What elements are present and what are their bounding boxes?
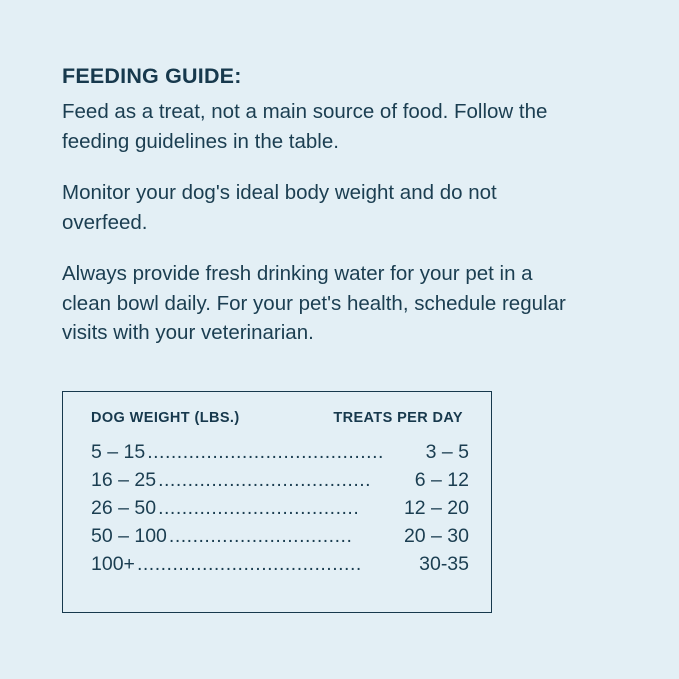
row-weight: 26 – 50 (91, 497, 157, 519)
row-weight: 5 – 15 (91, 441, 146, 463)
feeding-table (62, 391, 492, 613)
row-leader-dots: ...................................... (136, 553, 362, 575)
row-weight: 16 – 25 (91, 469, 157, 491)
row-leader-dots: .................................. (158, 497, 360, 519)
row-leader-dots: ............................... (168, 525, 353, 547)
row-treats: 20 – 30 (403, 525, 469, 547)
table-header-row (91, 410, 469, 426)
table-row (91, 466, 469, 494)
row-leader-dots: ........................................ (147, 441, 384, 463)
guide-paragraph-2: Monitor your dog's ideal body weight and do not overfeed. (62, 181, 497, 234)
row-treats: 6 – 12 (414, 469, 469, 491)
row-treats: 12 – 20 (403, 497, 469, 519)
row-leader-dots: .................................... (158, 469, 372, 491)
row-weight: 50 – 100 (91, 525, 167, 547)
table-row (91, 550, 469, 578)
table-row (91, 494, 469, 522)
row-treats: 30-35 (419, 553, 469, 575)
table-row (91, 522, 469, 550)
column-header-treats-per-day: TREATS PER DAY (333, 410, 463, 426)
table-row (91, 438, 469, 466)
row-weight: 100+ (91, 553, 135, 575)
row-treats: 3 – 5 (425, 441, 469, 463)
page-title: FEEDING GUIDE: (62, 64, 242, 88)
column-header-dog-weight: DOG WEIGHT (LBS.) (91, 410, 240, 426)
guide-paragraph-1: Feed as a treat, not a main source of food. Follow the feeding guidelines in the table. (62, 100, 548, 153)
guide-paragraph-3: Always provide fresh drinking water for your pet in a clean bowl daily. For your pet's health, schedule regular visits with your veterinarian. (62, 262, 566, 345)
